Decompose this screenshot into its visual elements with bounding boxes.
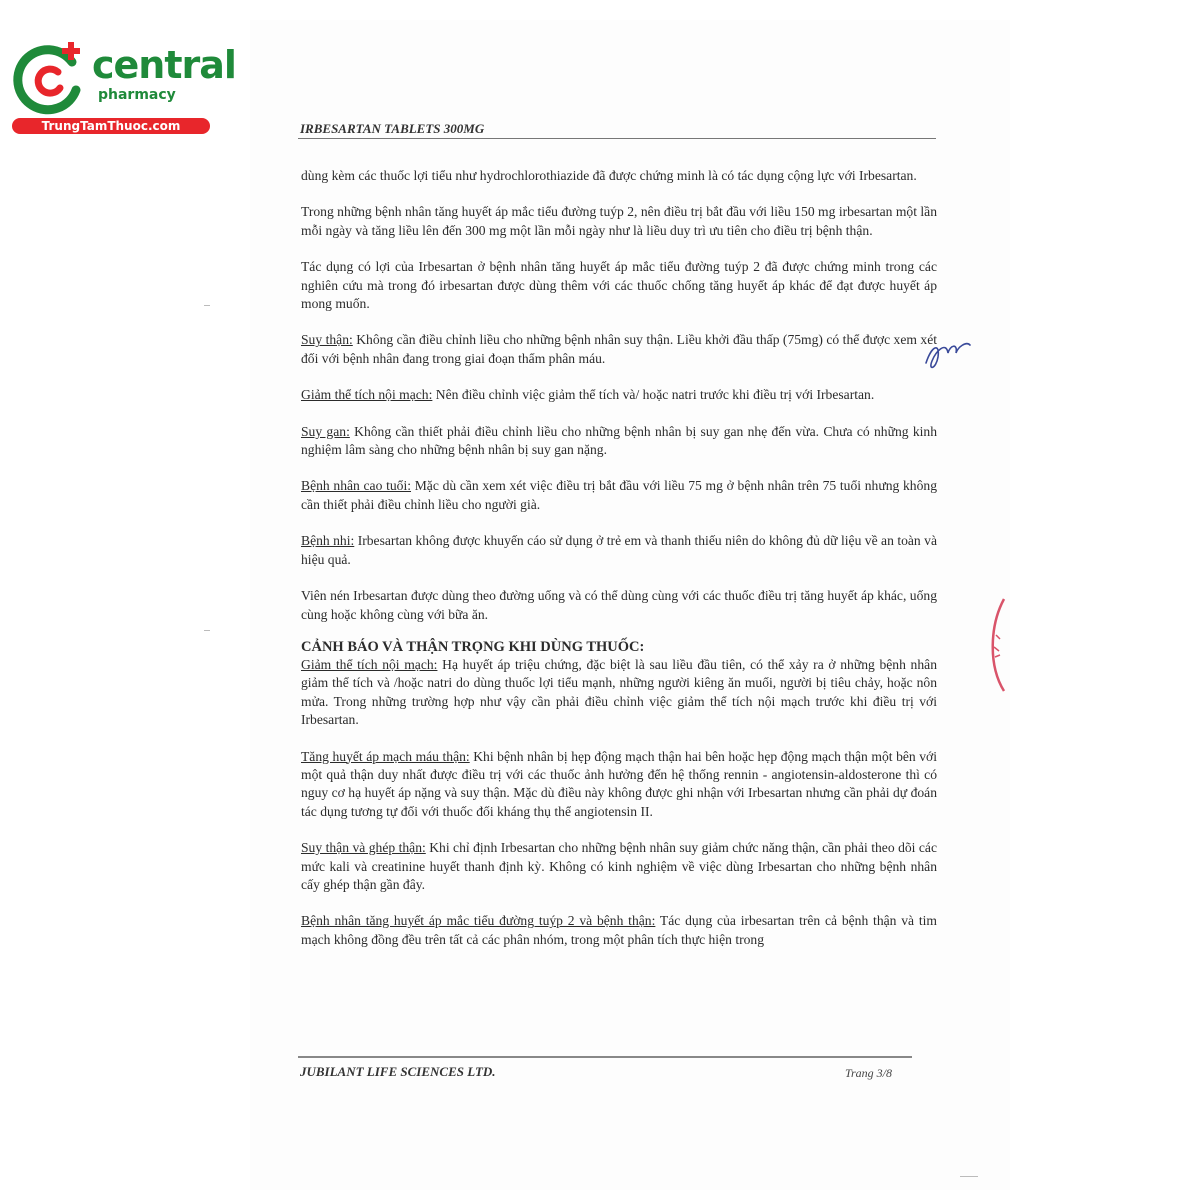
subheading-label: Giảm thể tích nội mạch: bbox=[301, 387, 433, 403]
document-body bbox=[301, 167, 937, 967]
logo-subtitle: pharmacy bbox=[98, 87, 176, 103]
paragraph-renal-transplant bbox=[301, 839, 937, 894]
paragraph-2: Trong những bệnh nhân tăng huyết áp mắc tiểu đường tuýp 2, nên điều trị bắt đầu với liều 150 mg irbesartan một lần mỗi ngày và tăng liều lên đến 300 mg một lần mỗi ngày như là liều duy trì ưu tiên cho điều trị bệnh thận. bbox=[301, 204, 937, 238]
subheading-label: Giảm thể tích nội mạch: bbox=[301, 656, 438, 672]
subheading-label: Bệnh nhi: bbox=[301, 533, 355, 549]
scan-mark bbox=[204, 305, 210, 306]
logo-mark-icon bbox=[10, 38, 92, 120]
page-number: Trang 3/8 bbox=[845, 1066, 893, 1080]
footer-rule bbox=[298, 1056, 912, 1058]
paragraph-text: Nên điều chỉnh việc giảm thể tích và/ hoặc natri trước khi điều trị với Irbesartan. bbox=[432, 387, 875, 403]
subheading-label: Bệnh nhân cao tuổi: bbox=[301, 478, 412, 494]
central-pharmacy-logo[interactable] bbox=[10, 38, 236, 138]
subheading-label: Suy thận: bbox=[301, 332, 353, 348]
paragraph-text: Không cần điều chỉnh liều cho những bệnh nhân suy thận. Liều khởi đầu thấp (75mg) có thể được xem xét đối với bệnh nhân đang trong giai đoạn thẩm phân máu. bbox=[301, 332, 938, 366]
paragraph-text: Khi chỉ định Irbesartan cho những bệnh nhân suy giảm chức năng thận, cần phải theo dõi các mức kali và creatinine huyết thanh định kỳ. Không có kinh nghiệm về việc dùng Irbesartan cho những bệnh nhân cấy ghép thận gần đây. bbox=[301, 840, 937, 892]
subheading-label: Tăng huyết áp mạch máu thận: bbox=[301, 748, 470, 764]
paragraph-text: Irbesartan không được khuyến cáo sử dụng ở trẻ em và thanh thiếu niên do không đủ dữ liệu về an toàn và hiệu quả. bbox=[301, 533, 937, 567]
paragraph-renal-impairment bbox=[301, 331, 937, 368]
paragraph-pediatric bbox=[301, 532, 937, 569]
paragraph-elderly bbox=[301, 477, 937, 514]
document-header-title: IRBESARTAN TABLETS 300MG bbox=[300, 121, 485, 136]
scan-mark bbox=[204, 630, 210, 631]
document-footer-company: JUBILANT LIFE SCIENCES LTD. bbox=[300, 1064, 496, 1079]
paragraph-warning-volume bbox=[301, 656, 937, 730]
stamp-fragment bbox=[982, 595, 1012, 695]
logo-site-url[interactable]: TrungTamThuoc.com bbox=[12, 118, 210, 134]
header-rule bbox=[298, 138, 936, 139]
paragraph-1: dùng kèm các thuốc lợi tiểu như hydrochlorothiazide đã được chứng minh là có tác dụng cộng lực với Irbesartan. bbox=[301, 168, 917, 183]
logo-wordmark: central bbox=[92, 43, 236, 87]
paragraph-3: Tác dụng có lợi của Irbesartan ở bệnh nhân tăng huyết áp mắc tiểu đường tuýp 2 đã được chứng minh trong các nghiên cứu mà trong đó irbesartan được dùng thêm với các thuốc chống tăng huyết áp khác để đạt được huyết áp mong muốn. bbox=[301, 259, 937, 312]
paragraph-text: Khi bệnh nhân bị hẹp động mạch thận hai bên hoặc hẹp động mạch thận một bên với một quả thận duy nhất được điều trị với các thuốc ảnh hưởng đến hệ thống rennin - angiotensin-aldosterone thì có nguy cơ hạ huyết áp nặng và suy thận. Mặc dù điều này không được ghi nhận với Irbesartan nhưng cần phải dự đoán tác dụng tương tự đối với thuốc đối kháng thụ thể angiotensin II. bbox=[301, 748, 938, 819]
paragraph-text: Không cần thiết phải điều chỉnh liều cho những bệnh nhân bị suy gan nhẹ đến vừa. Chưa có những kinh nghiệm lâm sàng cho những bệnh nhân bị suy gan nặng. bbox=[301, 423, 937, 458]
paragraph-administration: Viên nén Irbesartan được dùng theo đường uống và có thể dùng cùng với các thuốc điều trị tăng huyết áp khác, uống cùng hoặc không cùng với bữa ăn. bbox=[301, 588, 937, 622]
subheading-label: Suy thận và ghép thận: bbox=[301, 840, 426, 856]
paragraph-renovascular bbox=[301, 748, 937, 822]
scan-mark bbox=[960, 1176, 978, 1177]
subheading-label: Bệnh nhân tăng huyết áp mắc tiểu đường tuýp 2 và bệnh thận: bbox=[301, 913, 656, 929]
paragraph-diabetic-nephropathy bbox=[301, 912, 937, 949]
paragraph-text: Hạ huyết áp triệu chứng, đặc biệt là sau liều đầu tiên, có thể xảy ra ở những bệnh nhân giảm thể tích và /hoặc natri do dùng thuốc lợi tiểu mạnh, những người kiêng ăn muối, người bị tiêu chảy, hoặc nôn mửa. Trong những trường hợp như vậy cần phải điều chỉnh việc giảm thể tích nội mạch trước khi điều trị với Irbesartan. bbox=[301, 656, 937, 728]
paragraph-text: Tác dụng của irbesartan trên cả bệnh thận và tim mạch không đồng đều trên tất cả các phân nhóm, trong một phân tích thực hiện trong bbox=[301, 913, 937, 947]
section-title-warnings: CẢNH BÁO VÀ THẬN TRỌNG KHI DÙNG THUỐC: bbox=[301, 638, 645, 655]
paragraph-hepatic-impairment bbox=[301, 423, 937, 460]
signature-initials bbox=[918, 335, 978, 375]
paragraph-text: Mặc dù cần xem xét việc điều trị bắt đầu với liều 75 mg ở bệnh nhân trên 75 tuổi nhưng không cần thiết phải điều chỉnh liều cho người già. bbox=[301, 478, 937, 512]
subheading-label: Suy gan: bbox=[301, 423, 350, 439]
paragraph-volume-depletion bbox=[301, 386, 937, 404]
